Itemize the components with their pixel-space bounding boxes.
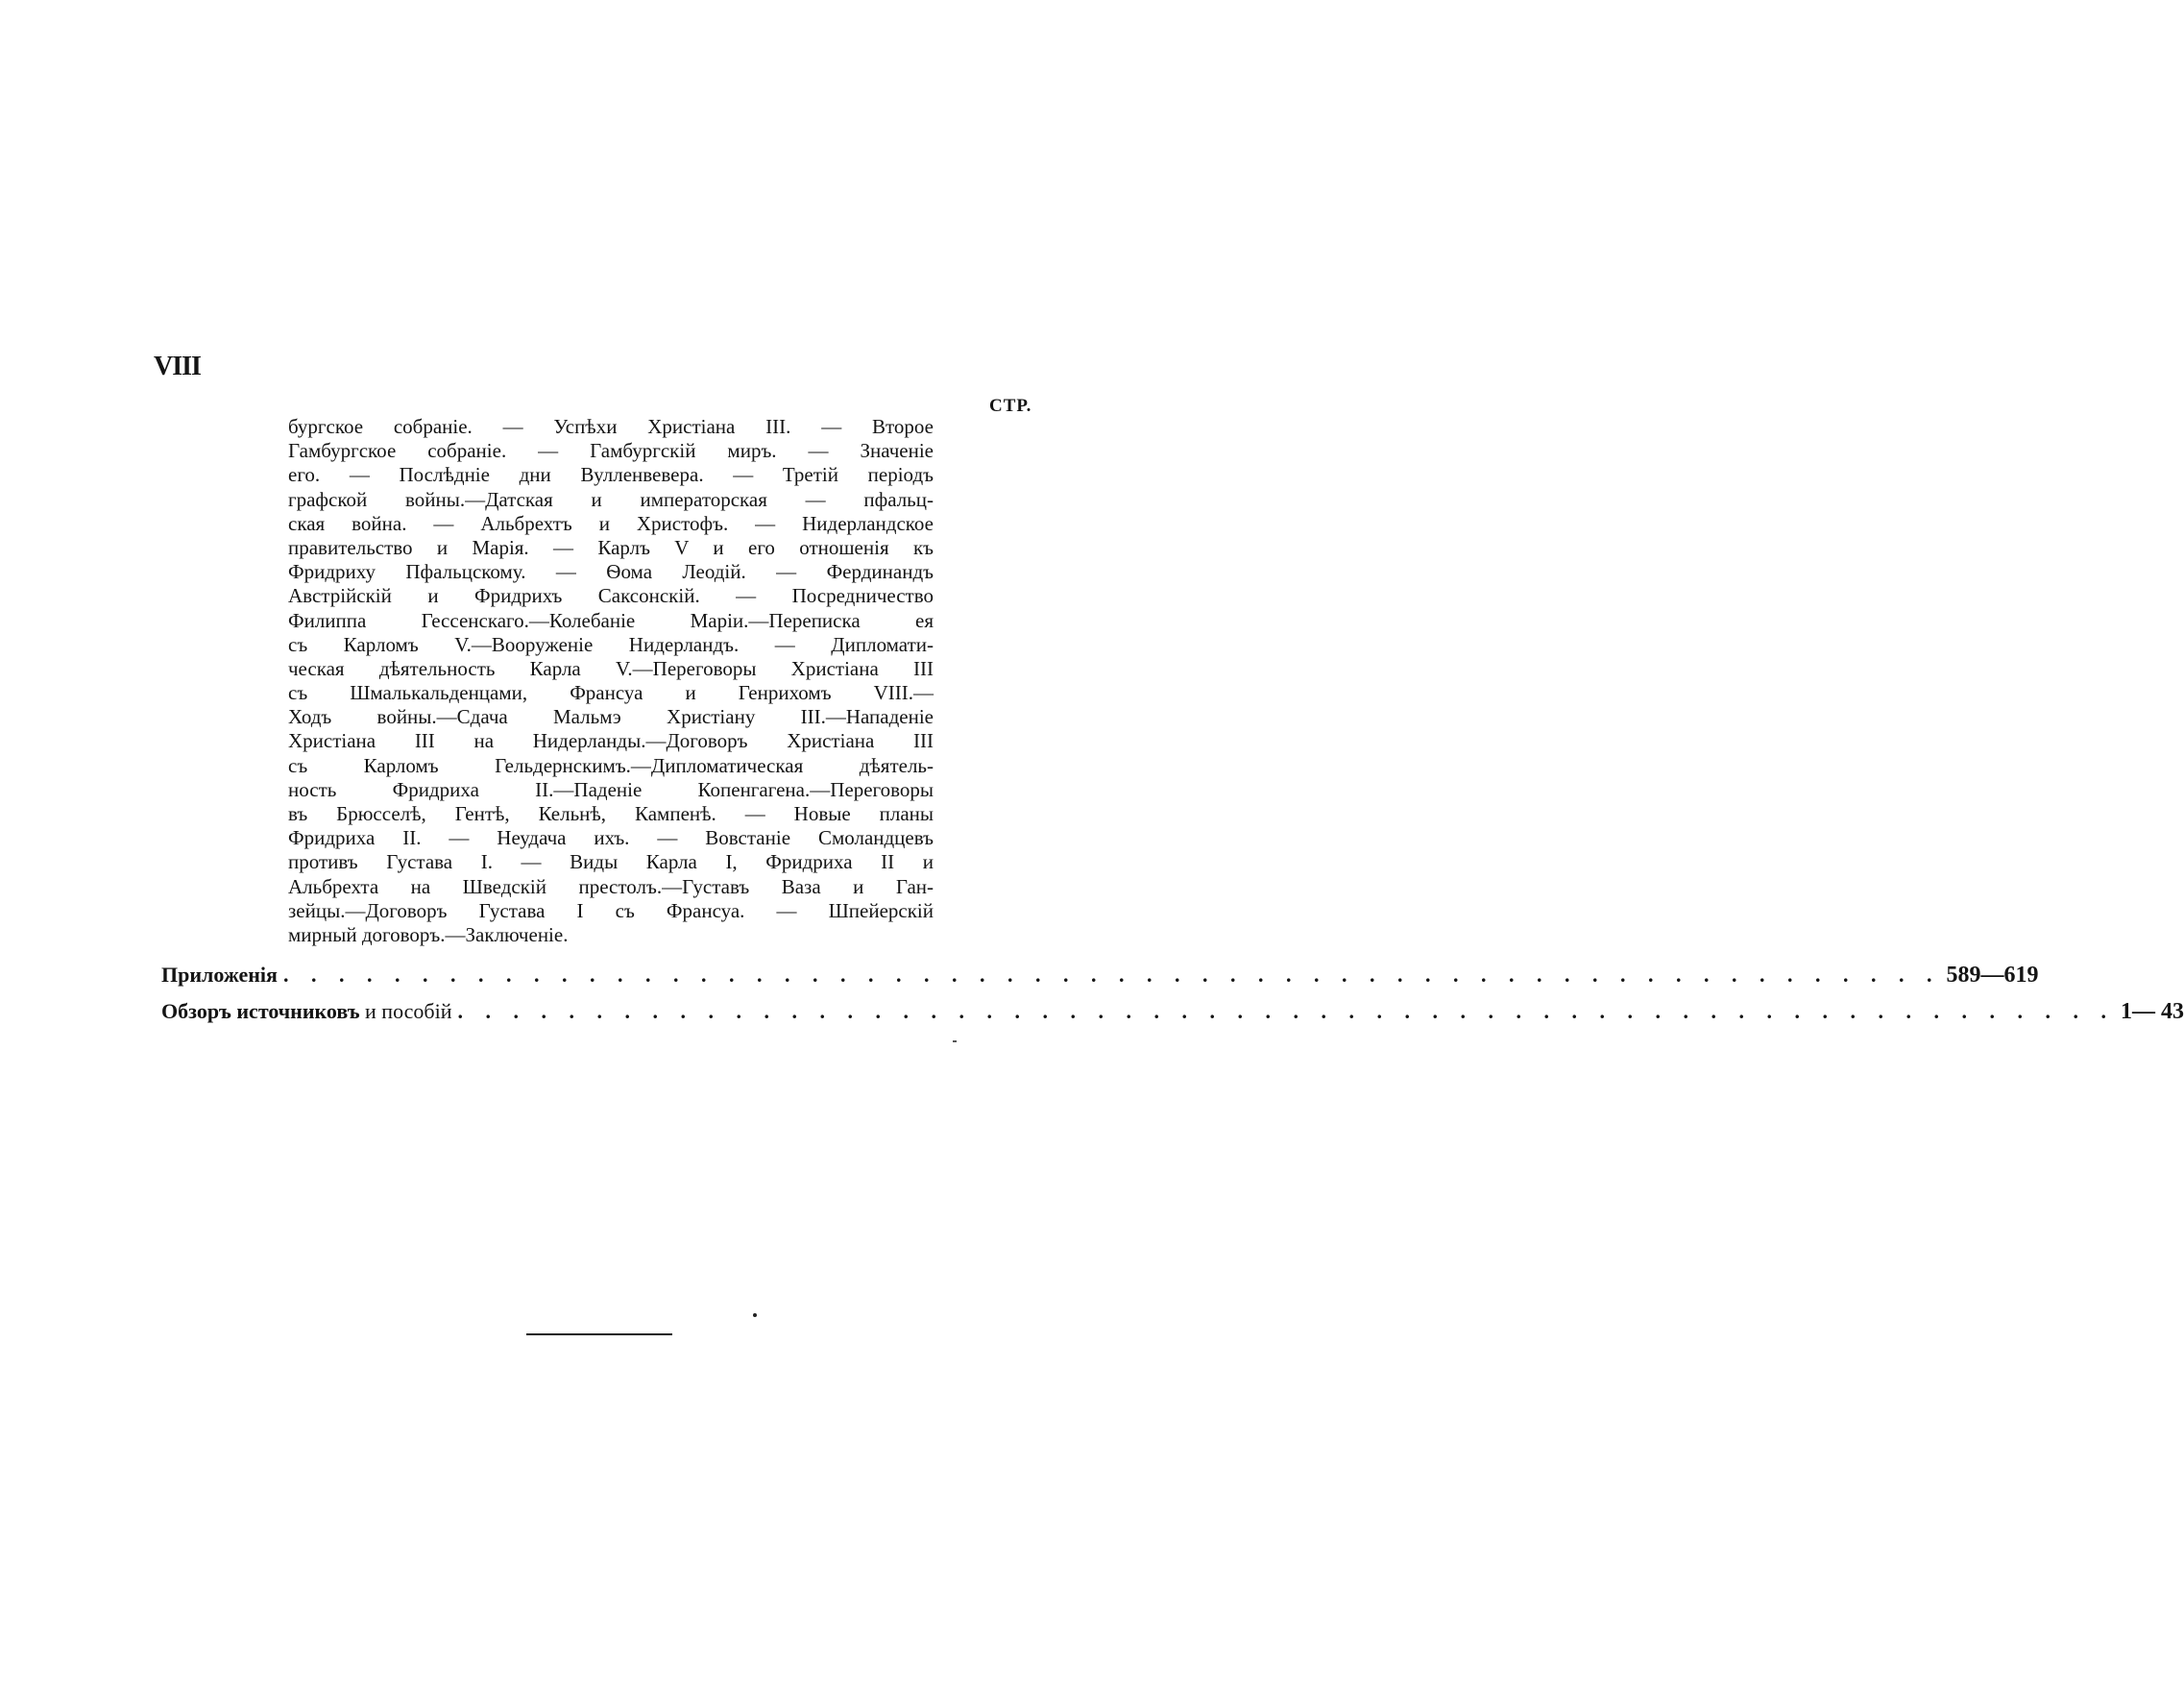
summary-line: съ Карломъ V.—Вооруженіе Нидерландъ. — Дипломати-	[288, 632, 934, 656]
toc-title-rest: и пособій	[359, 999, 452, 1023]
summary-line: съ Карломъ Гельдернскимъ.—Дипломатическая дѣятель-	[288, 753, 934, 777]
print-speck	[953, 1040, 957, 1042]
summary-line: ская война. — Альбрехтъ и Христофъ. — Нидерландское	[288, 511, 934, 535]
print-speck	[753, 1313, 757, 1317]
summary-line: Гамбургское собраніе. — Гамбургскій миръ. — Значеніе	[288, 439, 934, 463]
summary-line: Христіана III на Нидерланды.—Договоръ Христіана III	[288, 729, 934, 753]
summary-line: Ходъ войны.—Сдача Мальмэ Христіану III.—Нападеніе	[288, 705, 934, 729]
toc-page-range: 589—619	[1946, 963, 2039, 988]
toc-entry-sources	[161, 999, 2184, 1032]
summary-line: противъ Густава I. — Виды Карла I, Фридриха II и	[288, 850, 934, 874]
summary-line: ческая дѣятельность Карла V.—Переговоры Христіана III	[288, 656, 934, 680]
summary-line: Альбрехта на Шведскій престолъ.—Густавъ Ваза и Ган-	[288, 874, 934, 898]
summary-line: съ Шмалькальденцами, Франсуа и Генрихомъ VIII.—	[288, 681, 934, 705]
page-number: VIII	[154, 352, 201, 381]
toc-page-range: 1— 43	[2120, 999, 2184, 1024]
toc-title	[161, 999, 451, 1024]
toc-title-bold: Приложенія	[161, 963, 278, 987]
summary-line: ность Фридриха II.—Паденіе Копенгагена.—Переговоры	[288, 777, 934, 801]
summary-line: бургское собраніе. — Успѣхи Христіана III. — Второе	[288, 415, 934, 438]
summary-line: графской войны.—Датская и императорская — пфальц-	[288, 487, 934, 511]
toc-title-bold: Обзоръ источниковъ	[161, 999, 360, 1023]
summary-line: въ Брюсселѣ, Гентѣ, Кельнѣ, Кампенѣ. — Новые планы	[288, 802, 934, 825]
summary-line: Фридриху Пфальцскому. — Ѳома Леодій. — Фердинандъ	[288, 560, 934, 584]
toc-entry-appendices	[161, 963, 2039, 995]
closing-rule	[526, 1333, 672, 1335]
summary-line: Фридриха II. — Неудача ихъ. — Вовстаніе Смоландцевъ	[288, 826, 934, 850]
summary-line: правительство и Марія. — Карлъ V и его отношенія къ	[288, 535, 934, 559]
toc-leader-dots: . . . . . . . . . . . . . . . . . . . . . . . . . . . . . . . . . . . . . . . . . . . . . . . . . . . . . . . . . . . .	[457, 999, 2115, 1023]
chapter-summary	[288, 415, 934, 947]
summary-line: Филиппа Гессенскаго.—Колебаніе Маріи.—Переписка ея	[288, 608, 934, 632]
toc-title	[161, 963, 278, 988]
toc-leader-dots: . . . . . . . . . . . . . . . . . . . . . . . . . . . . . . . . . . . . . . . . . . . . . . . . . . . . . . . . . . . .	[282, 963, 1941, 987]
summary-line: Австрійскій и Фридрихъ Саксонскій. — Посредничество	[288, 584, 934, 608]
summary-line: зейцы.—Договоръ Густава I съ Франсуа. — Шпейерскій	[288, 898, 934, 922]
summary-line: мирный договоръ.—Заключеніе.	[288, 922, 569, 946]
page-column-label: СТР.	[989, 396, 1032, 416]
summary-line: его. — Послѣдніе дни Вулленвевера. — Третій періодъ	[288, 463, 934, 487]
